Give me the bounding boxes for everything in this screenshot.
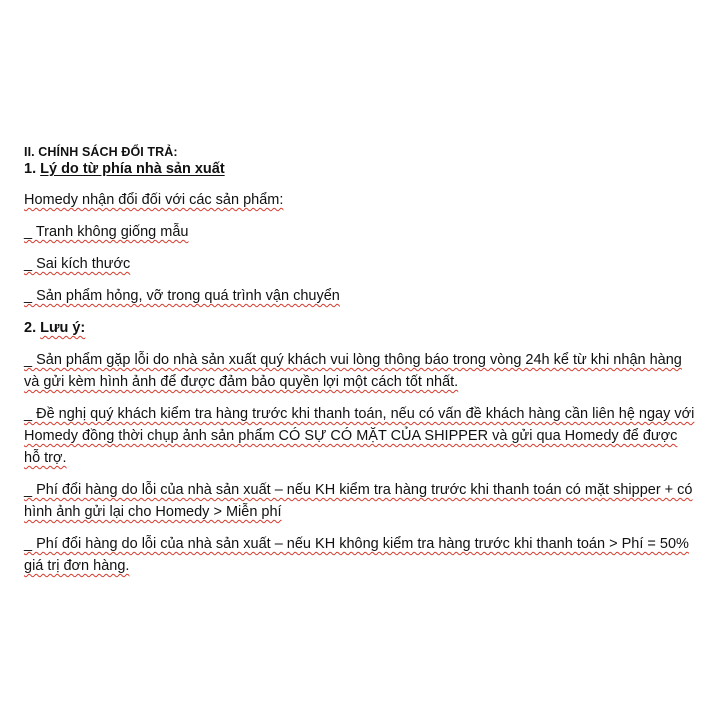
part1-intro-text: Homedy nhận đổi đối với các sản phẩm:: [24, 192, 284, 208]
part1-item: _ Tranh không giống mẫu: [24, 224, 189, 240]
part2-note: _ Phí đổi hàng do lỗi của nhà sản xuất – nếu KH kiểm tra hàng trước khi thanh toán có mặt shipper + có hình ảnh gửi lại cho Homedy > Miễn phí: [24, 482, 693, 520]
part1-number: 1.: [24, 161, 41, 177]
section-heading: II. CHÍNH SÁCH ĐỔI TRẢ:: [24, 145, 178, 159]
part1-item: _ Sai kích thước: [24, 256, 131, 272]
document-body: [24, 144, 696, 587]
part2-note: _ Đề nghị quý khách kiểm tra hàng trước khi thanh toán, nếu có vấn đề khách hàng cần liên hệ ngay với Homedy đồng thời chụp ảnh sản phẩm CÓ SỰ CÓ MẶT CỦA SHIPPER và gửi qua Homedy để được hỗ trợ.: [24, 406, 695, 466]
part1-intro: [24, 189, 696, 211]
part2-note: _ Phí đổi hàng do lỗi của nhà sản xuất – nếu KH không kiểm tra hàng trước khi thanh toán > Phí = 50% giá trị đơn hàng.: [24, 536, 689, 574]
part2-number: 2.: [24, 320, 41, 336]
part1-title: Lý do từ phía nhà sản xuất: [40, 161, 225, 177]
part2-note: _ Sản phẩm gặp lỗi do nhà sản xuất quý khách vui lòng thông báo trong vòng 24h kể từ khi nhận hàng và gửi kèm hình ảnh để được đảm bảo quyền lợi một cách tốt nhất.: [24, 352, 682, 390]
part1-item: _ Sản phẩm hỏng, vỡ trong quá trình vận chuyển: [24, 288, 340, 304]
part2-heading: [24, 317, 696, 339]
part2-title: Lưu ý:: [40, 320, 86, 336]
part1-heading: [24, 160, 696, 179]
